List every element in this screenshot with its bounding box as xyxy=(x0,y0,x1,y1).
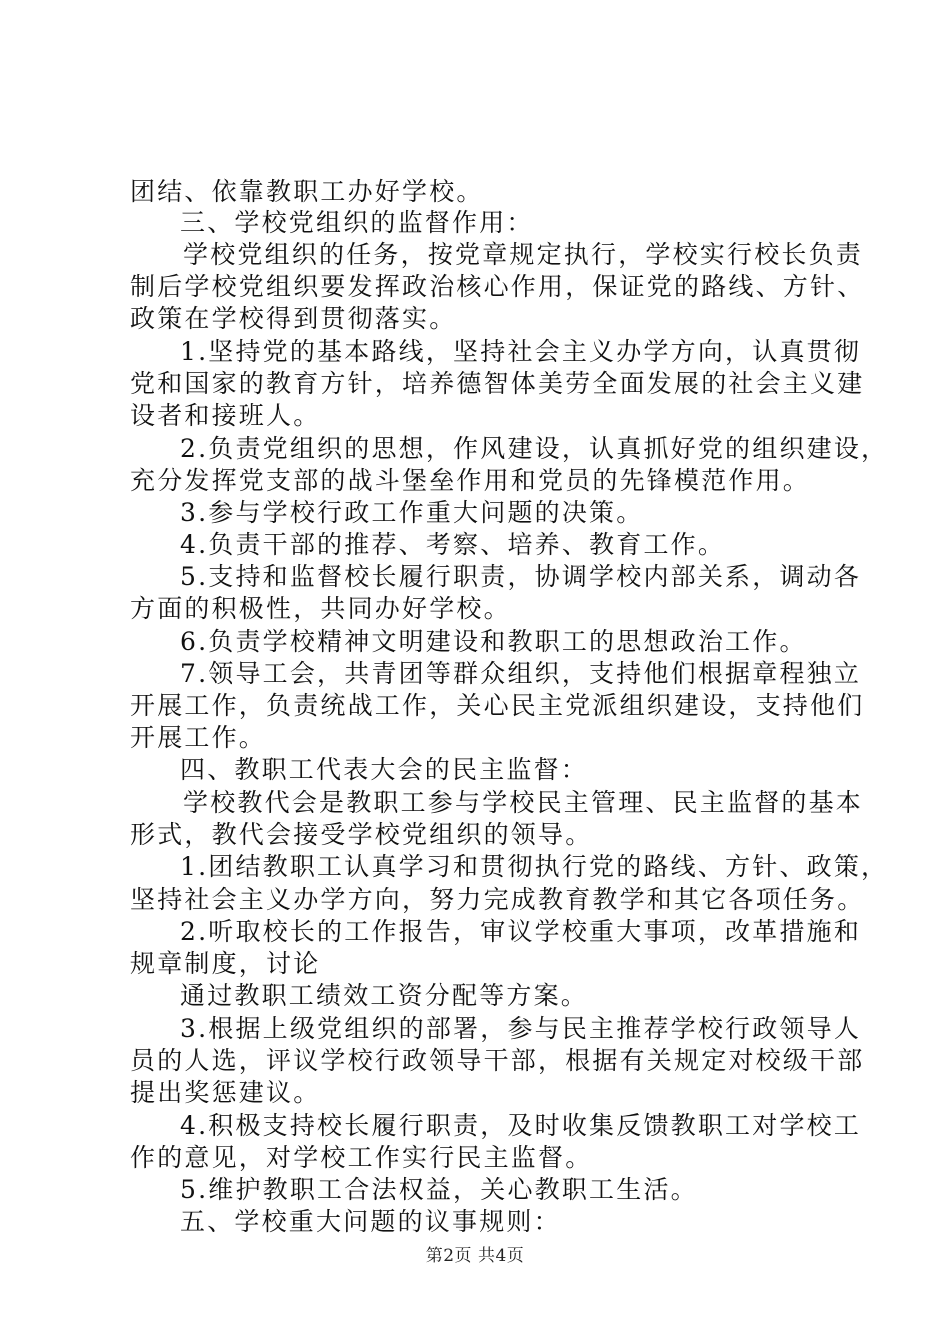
text-line: 设者和接班人。 xyxy=(130,401,321,430)
text-line: 员的人选，评议学校行政领导干部，根据有关规定对校级干部 xyxy=(130,1046,865,1075)
text-line: 坚持社会主义办学方向，努力完成教育教学和其它各项任务。 xyxy=(130,885,865,914)
text-line: 学校教代会是教职工参与学校民主管理、民主监督的基本 xyxy=(183,788,864,817)
text-line: 规章制度，讨论 xyxy=(130,949,321,978)
list-item: 4.负责干部的推荐、考察、培养、教育工作。 xyxy=(180,530,726,559)
list-item: 5.维护教职工合法权益，关心教职工生活。 xyxy=(180,1175,698,1204)
text-line: 学校党组织的任务，按党章规定执行，学校实行校长负责 xyxy=(183,240,864,269)
text-line: 充分发挥党支部的战斗堡垒作用和党员的先锋模范作用。 xyxy=(130,466,811,495)
text-line: 开展工作，负责统战工作，关心民主党派组织建设，支持他们 xyxy=(130,691,865,720)
text-line: 政策在学校得到贯彻落实。 xyxy=(130,304,457,333)
text-line: 方面的积极性，共同办好学校。 xyxy=(130,594,511,623)
text-line: 团结、依靠教职工办好学校。 xyxy=(130,177,484,206)
list-item: 5.支持和监督校长履行职责，协调学校内部关系，调动各 xyxy=(180,562,862,591)
section-heading: 五、学校重大问题的议事规则： xyxy=(180,1207,561,1236)
list-item: 4.积极支持校长履行职责，及时收集反馈教职工对学校工 xyxy=(180,1111,862,1140)
section-heading: 三、学校党组织的监督作用： xyxy=(180,208,534,237)
list-item: 1.团结教职工认真学习和贯彻执行党的路线、方针、政策， xyxy=(180,852,889,881)
list-item: 2.听取校长的工作报告，审议学校重大事项，改革措施和 xyxy=(180,917,862,946)
text-line: 提出奖惩建议。 xyxy=(130,1078,321,1107)
list-item: 3.根据上级党组织的部署，参与民主推荐学校行政领导人 xyxy=(180,1014,862,1043)
list-item: 2.负责党组织的思想，作风建设，认真抓好党的组织建设， xyxy=(180,434,889,463)
text-line: 通过教职工绩效工资分配等方案。 xyxy=(180,981,589,1010)
section-heading: 四、教职工代表大会的民主监督： xyxy=(180,755,589,784)
list-item: 3.参与学校行政工作重大问题的决策。 xyxy=(180,498,644,527)
text-line: 形式，教代会接受学校党组织的领导。 xyxy=(130,820,593,849)
list-item: 6.负责学校精神文明建设和教职工的思想政治工作。 xyxy=(180,627,807,656)
list-item: 7.领导工会，共青团等群众组织，支持他们根据章程独立 xyxy=(180,659,862,688)
text-line: 制后学校党组织要发挥政治核心作用，保证党的路线、方针、 xyxy=(130,272,865,301)
text-line: 开展工作。 xyxy=(130,723,267,752)
page-footer: 第2页 共4页 xyxy=(425,1246,525,1266)
text-line: 党和国家的教育方针，培养德智体美劳全面发展的社会主义建 xyxy=(130,369,865,398)
text-line: 作的意见，对学校工作实行民主监督。 xyxy=(130,1143,593,1172)
list-item: 1.坚持党的基本路线，坚持社会主义办学方向，认真贯彻 xyxy=(180,337,862,366)
